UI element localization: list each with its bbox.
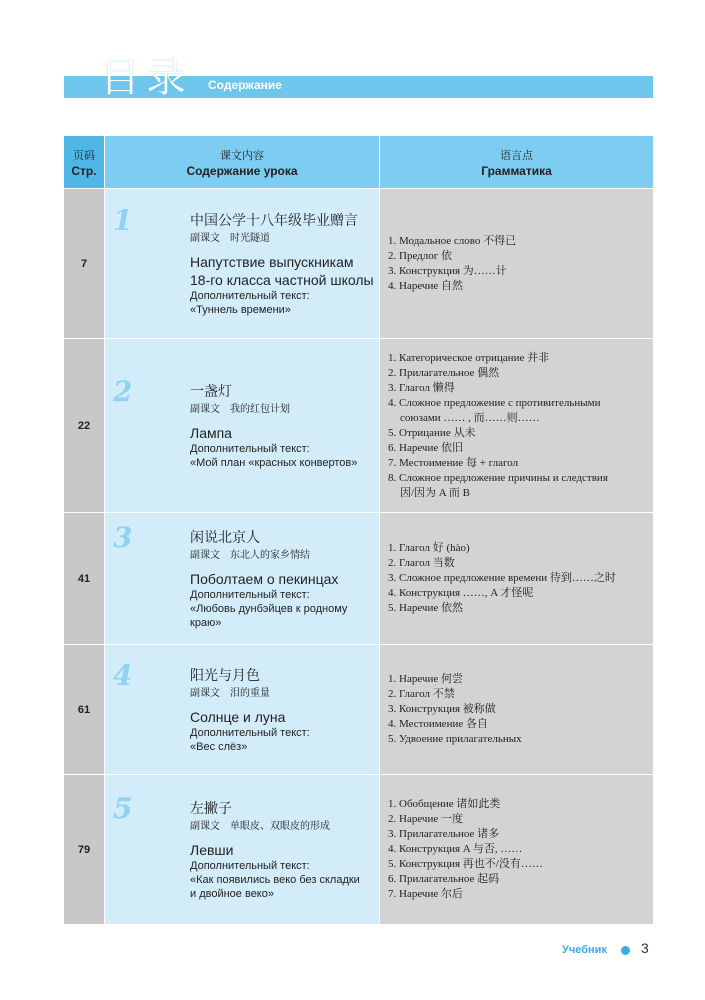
grammar-list xyxy=(380,797,653,902)
grammar-item: 1. Модальное слово 不得已 xyxy=(388,234,517,247)
header-content-cn: 课文内容 xyxy=(220,148,264,162)
grammar-list xyxy=(380,351,653,501)
lesson-title-ru: Левши xyxy=(190,841,234,858)
header-page-cn: 页码 xyxy=(73,148,95,162)
lesson-grammar xyxy=(380,645,654,775)
lesson-row xyxy=(64,339,654,513)
supplementary-text-cn xyxy=(190,819,379,835)
grammar-item: 2. Предлог 依 xyxy=(388,249,453,262)
contents-table xyxy=(63,135,654,925)
grammar-item: 1. Глагол 好 (hào) xyxy=(388,542,470,554)
additional-text-label: Дополнительный текст: xyxy=(190,726,310,739)
lesson-content xyxy=(105,645,380,775)
grammar-item: 6. Прилагательное 起码 xyxy=(388,873,500,885)
grammar-item: 5. Наречие 依然 xyxy=(388,602,463,614)
grammar-item: союзами …… , 而……则…… xyxy=(400,411,540,424)
lesson-content xyxy=(105,189,380,339)
lesson-number: 5 xyxy=(113,791,133,825)
grammar-item: 3. Сложное предложение времени 待到……之时 xyxy=(388,572,616,584)
supplementary-title-cn: 泪的重量 xyxy=(230,687,270,699)
footer-book-label: Учебник xyxy=(562,944,607,956)
grammar-item: 2. Наречие 一度 xyxy=(388,813,463,825)
supplementary-text-cn xyxy=(190,231,379,247)
lesson-page-number[interactable]: 79 xyxy=(64,775,105,925)
lesson-page-number[interactable]: 7 xyxy=(64,189,105,339)
header-content xyxy=(105,136,380,189)
lesson-title-ru: Напутствие выпускникам xyxy=(190,253,354,270)
grammar-item: 1. Категорическое отрицание 并非 xyxy=(388,351,550,364)
lesson-row xyxy=(64,513,654,645)
grammar-item: 5. Удвоение прилагательных xyxy=(388,733,522,745)
lesson-number: 3 xyxy=(113,520,133,554)
grammar-item: 4. Конструкция ……, A 才怪呢 xyxy=(388,587,534,599)
grammar-item: 4. Сложное предложение с противительными xyxy=(388,396,601,409)
grammar-item: 8. Сложное предложение причины и следствия xyxy=(388,471,608,484)
footer-dot-icon xyxy=(621,946,630,955)
footer-page-number: 3 xyxy=(641,940,649,956)
lesson-title-cn: 闲说北京人 xyxy=(190,529,260,546)
grammar-item: 3. Глагол 懒得 xyxy=(388,381,455,394)
grammar-item: 4. Конструкция A 与否, …… xyxy=(388,843,523,855)
additional-text-label: Дополнительный текст: xyxy=(190,289,310,302)
grammar-item: 4. Наречие 自然 xyxy=(388,279,463,292)
grammar-list xyxy=(380,672,653,747)
page-title-chinese: 目录 xyxy=(100,55,192,101)
lesson-grammar xyxy=(380,775,654,925)
lesson-title-cn: 阳光与月色 xyxy=(190,667,260,684)
supplementary-label: 副课文 xyxy=(190,687,220,699)
supplementary-text-cn xyxy=(190,686,379,702)
supplementary-label: 副课文 xyxy=(190,549,220,561)
lesson-content xyxy=(105,775,380,925)
grammar-item: 4. Местоимение 各自 xyxy=(388,718,488,730)
lesson-content xyxy=(105,513,380,645)
lesson-page-number[interactable]: 61 xyxy=(64,645,105,775)
additional-text-title: «Любовь дунбэйцев к родному краю» xyxy=(190,602,348,629)
header-grammar-cn: 语言点 xyxy=(500,148,533,162)
grammar-item: 2. Глагол 不禁 xyxy=(388,688,455,700)
header-grammar-ru: Грамматика xyxy=(481,163,552,178)
grammar-item: 3. Конструкция 被称做 xyxy=(388,703,496,715)
lesson-number: 4 xyxy=(113,658,133,692)
header-grammar xyxy=(380,136,654,189)
grammar-list xyxy=(380,541,653,616)
supplementary-title-cn: 东北人的家乡情结 xyxy=(230,549,310,561)
grammar-item: 1. Наречие 何尝 xyxy=(388,673,463,685)
additional-text-label: Дополнительный текст: xyxy=(190,588,310,601)
additional-text-title: «Как появились веко без складки xyxy=(190,873,360,886)
additional-text-title: «Туннель времени» xyxy=(190,303,291,316)
grammar-item: 2. Глагол 当数 xyxy=(388,557,455,569)
supplementary-text-cn xyxy=(190,402,379,418)
additional-text-title: «Мой план «красных конвертов» xyxy=(190,456,358,469)
additional-text-label: Дополнительный текст: xyxy=(190,859,310,872)
lesson-grammar xyxy=(380,339,654,513)
grammar-item: 2. Прилагательное 偶然 xyxy=(388,366,500,379)
lesson-content xyxy=(105,339,380,513)
lesson-row xyxy=(64,775,654,925)
lesson-page-number[interactable]: 41 xyxy=(64,513,105,645)
lesson-grammar xyxy=(380,513,654,645)
page-title-russian: Содержание xyxy=(208,78,282,92)
grammar-item: 7. Местоимение 每 + глагол xyxy=(388,456,519,469)
header-page-ru: Стр. xyxy=(71,163,97,178)
grammar-item: 6. Наречие 依旧 xyxy=(388,441,463,454)
supplementary-title-cn: 时光隧道 xyxy=(230,232,270,244)
supplementary-title-cn: 我的红包计划 xyxy=(230,403,290,415)
grammar-item: 3. Прилагательное 诸多 xyxy=(388,828,500,840)
grammar-item: 3. Конструкция 为……计 xyxy=(388,264,507,277)
supplementary-title-cn: 单眼皮、双眼皮的形成 xyxy=(230,820,330,832)
lesson-title-ru: Поболтаем о пекинцах xyxy=(190,570,339,587)
header-page xyxy=(64,136,105,189)
supplementary-label: 副课文 xyxy=(190,820,220,832)
header-content-ru: Содержание урока xyxy=(186,163,298,178)
grammar-item: 因/因为 A 而 B xyxy=(400,486,470,499)
grammar-item: 7. Наречие 尔后 xyxy=(388,888,463,900)
lesson-number: 1 xyxy=(113,203,133,237)
lesson-row xyxy=(64,645,654,775)
lesson-row xyxy=(64,189,654,339)
grammar-list xyxy=(380,234,653,294)
lesson-page-number[interactable]: 22 xyxy=(64,339,105,513)
lesson-title-ru: Лампа xyxy=(190,424,232,441)
supplementary-text-cn xyxy=(190,548,379,564)
lesson-title-cn: 一盏灯 xyxy=(190,383,232,400)
additional-text-label: Дополнительный текст: xyxy=(190,442,310,455)
lesson-number: 2 xyxy=(113,374,133,408)
additional-text-title-line2: и двойное веко» xyxy=(190,887,274,900)
additional-text-title: «Вес слёз» xyxy=(190,740,248,753)
supplementary-label: 副课文 xyxy=(190,403,220,415)
grammar-item: 5. Отрицание 从未 xyxy=(388,426,476,439)
grammar-item: 5. Конструкция 再也不/没有…… xyxy=(388,858,543,870)
lesson-title-cn: 中国公学十八年级毕业赠言 xyxy=(190,212,358,229)
supplementary-label: 副课文 xyxy=(190,232,220,244)
lesson-title-ru-line2: 18-го класса частной школы xyxy=(190,271,374,288)
lesson-grammar xyxy=(380,189,654,339)
grammar-item: 1. Обобщение 诸如此类 xyxy=(388,798,501,810)
lesson-title-cn: 左撇子 xyxy=(190,800,232,817)
lesson-title-ru: Солнце и луна xyxy=(190,708,286,725)
